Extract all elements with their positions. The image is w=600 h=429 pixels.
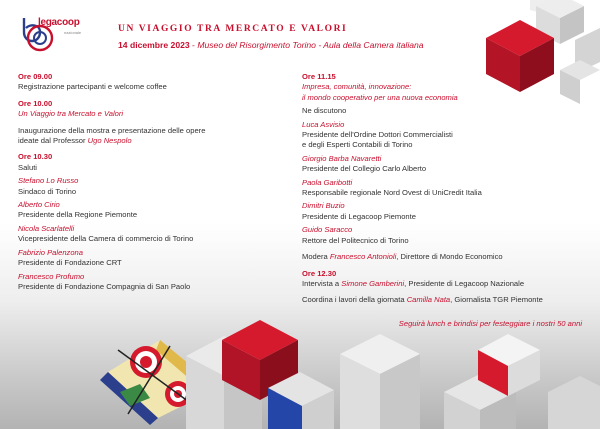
session-title: Impresa, comunità, innovazione:: [302, 82, 412, 92]
legacoop-logo: [18, 14, 108, 56]
logo-wordmark: legacoop: [38, 17, 80, 28]
programme-right-column: [302, 72, 592, 306]
speaker-name: Nicola Scarlatelli: [18, 223, 75, 233]
speaker-name: Francesco Profumo: [18, 271, 85, 281]
speaker-name: Paola Garibotti: [302, 177, 353, 187]
speaker-role: Vicepresidente della Camera di commercio di Torino: [18, 234, 194, 244]
speaker-name: Alberto Cirio: [18, 200, 60, 210]
speaker-role: Presidente dell'Ordine Dottori Commercialisti: [302, 130, 453, 140]
session-time: Ore 11.15: [302, 72, 336, 81]
session-time: Ore 10.00: [18, 98, 53, 108]
speaker-role: Presidente di Fondazione Compagnia di San Paolo: [18, 281, 191, 291]
moderator-prefix: Modera: [302, 252, 330, 262]
speaker-name: Ugo Nespolo: [87, 136, 132, 146]
speaker-role: Rettore del Politecnico di Torino: [302, 235, 409, 245]
interviewee-name: Simone Gamberini: [341, 278, 405, 288]
programme-left-column: [18, 72, 288, 292]
interview-line: [302, 279, 592, 289]
interview-prefix: Intervista a: [302, 278, 342, 288]
moderator-line: [302, 252, 592, 262]
speaker-role: Sindaco di Torino: [18, 186, 77, 196]
speaker-name: Giorgio Barba Navaretti: [302, 153, 382, 163]
moderator-role: , Direttore di Mondo Economico: [396, 252, 503, 262]
logo-subtitle: nazionale: [64, 30, 82, 35]
speaker-role: Presidente di Fondazione CRT: [18, 258, 122, 268]
speaker-name: Stefano Lo Russo: [18, 176, 79, 186]
speaker-role: Presidente della Regione Piemonte: [18, 210, 138, 220]
session-text: Inaugurazione della mostra e presentazione delle opere: [18, 125, 206, 135]
event-date-venue: [118, 40, 424, 50]
speaker-name: Dimitri Buzio: [302, 201, 345, 211]
event-date: 14 dicembre 2023: [118, 40, 190, 50]
session-time: Ore 10.30: [18, 152, 53, 162]
session-time: Ore 09.00: [18, 72, 53, 81]
speaker-name: Fabrizio Palenzona: [18, 247, 84, 257]
speaker-role: e degli Esperti Contabili di Torino: [302, 140, 413, 150]
date-separator: -: [189, 40, 198, 50]
speaker-role: Responsabile regionale Nord Ovest di UniCredit Italia: [302, 188, 482, 198]
session-title: Un Viaggio tra Mercato e Valori: [18, 109, 124, 119]
session-text: Registrazione partecipanti e welcome coffee: [18, 82, 167, 92]
page-title: UN VIAGGIO TRA MERCATO E VALORI: [118, 24, 348, 34]
speaker-name: Luca Asvisio: [302, 119, 345, 129]
coordinator-line: [302, 295, 592, 305]
session-time: Ore 12.30: [302, 268, 337, 278]
session-title: il mondo cooperativo per una nuova economia: [302, 92, 458, 102]
event-venue: Museo del Risorgimento Torino - Aula della Camera italiana: [197, 40, 424, 50]
speaker-name: Guido Saracco: [302, 225, 353, 235]
coordinator-name: Camilla Nata: [406, 295, 451, 305]
interviewee-role: , Presidente di Legacoop Nazionale: [404, 278, 525, 288]
session-text: [18, 136, 288, 146]
speaker-role: Presidente del Collegio Carlo Alberto: [302, 164, 427, 174]
closing-note: Seguirà lunch e brindisi per festeggiare i nostri 50 anni: [398, 319, 582, 328]
session-text: Saluti: [18, 162, 37, 172]
session-text-part: ideate dal Professor: [18, 136, 88, 146]
session-text: Ne discutono: [302, 106, 347, 116]
moderator-name: Francesco Antonioli: [329, 252, 397, 262]
coordinator-prefix: Coordina i lavori della giornata: [302, 295, 407, 305]
speaker-role: Presidente di Legacoop Piemonte: [302, 211, 416, 221]
coordinator-role: , Giornalista TGR Piemonte: [450, 295, 543, 305]
